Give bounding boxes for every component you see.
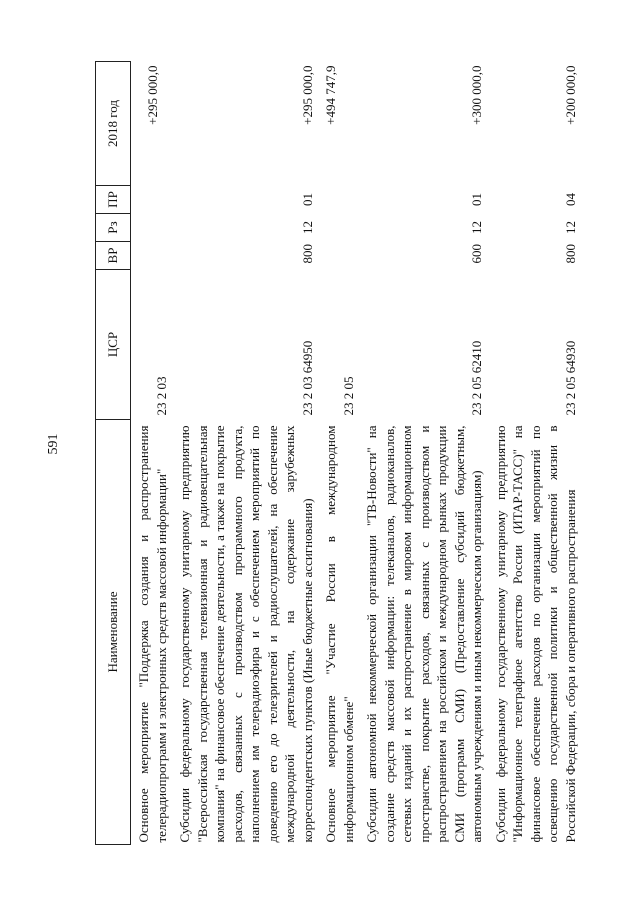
row-pr (131, 186, 173, 214)
row-name: Основное мероприятие "Участие России в международном информационном обмене" (323, 425, 356, 843)
row-csr: 23 2 05 64930 (562, 340, 578, 416)
row-rz: 12 (469, 221, 484, 234)
table-row (172, 62, 318, 845)
row-csr: 23 2 05 62410 (469, 340, 484, 416)
row-rz: 12 (562, 221, 578, 234)
table-row (318, 62, 359, 845)
table-row (131, 62, 173, 845)
header-csr: ЦСР (96, 270, 131, 420)
row-name: Основное мероприятие "Поддержка создания и распространения телерадиопрограмм и электронных средств массовой информации" (136, 425, 169, 843)
row-pr (318, 186, 359, 214)
table-row (488, 62, 582, 845)
rotated-page-content (95, 62, 600, 845)
row-amount: +295 000,0 (299, 65, 315, 125)
row-vr: 800 (299, 244, 315, 264)
header-name: Наименование (96, 420, 131, 845)
row-csr: 23 2 03 (153, 376, 169, 416)
row-name: Субсидии федеральному государственному унитарному предприятию "Всероссийская государственная телевизионная и радиовещательная компания" на финансовое обеспечение деятельности, а также на покрытие расходов, связанных с производством программного продукта, наполнением им телерадиоэфира и с обеспечением мероприятий по доведению его до телезрителей и радиослушателей, на обеспечение международной деятельности, на содержание зарубежных корреспондентских пунктов (Иные бюджетные ассигнования) (177, 425, 315, 843)
row-amount: +295 000,0 (144, 65, 160, 125)
row-amount: +200 000,0 (562, 65, 578, 125)
row-rz: 12 (299, 221, 315, 234)
row-vr: 800 (562, 244, 578, 264)
row-vr (318, 242, 359, 270)
page-number: 591 (46, 433, 61, 455)
table-row (359, 62, 488, 845)
header-year: 2018 год (96, 62, 131, 186)
header-rz: Рз (96, 214, 131, 242)
budget-table (95, 61, 581, 845)
row-rz (318, 214, 359, 242)
row-csr: 23 2 03 64950 (299, 340, 315, 416)
row-pr: 04 (562, 193, 578, 206)
row-csr: 23 2 05 (340, 376, 356, 416)
row-pr: 01 (299, 193, 315, 206)
row-name: Субсидии федеральному государственному унитарному предприятию "Информационное телеграфное агентство России (ИТАР-ТАСС)" на финансовое обеспечение расходов по организации мероприятий по освещению государственной политики и общественной жизни в Российской Федерации, сбора и оперативного распространения (492, 425, 578, 843)
row-name: Субсидии автономной некоммерческой организации "ТВ-Новости" на создание средств массовой информации: телеканалов, радиоканалов, сетевых изданий и их распространение в мировом информационном пространстве, покрытие расходов, связанных с производством и распространением на российском и международном рынках продукции СМИ (программ СМИ) (Предоставление субсидий бюджетным, автономным учреждениям и иным некоммерческим организациям) (364, 425, 484, 843)
row-amount: +300 000,0 (469, 65, 484, 125)
header-vr: ВР (96, 242, 131, 270)
row-vr (131, 242, 173, 270)
row-rz (131, 214, 173, 242)
row-vr: 600 (469, 244, 484, 264)
header-pr: ПР (96, 186, 131, 214)
table-header-row (96, 62, 131, 845)
row-pr: 01 (469, 193, 484, 206)
row-amount: +494 747,9 (323, 65, 338, 125)
